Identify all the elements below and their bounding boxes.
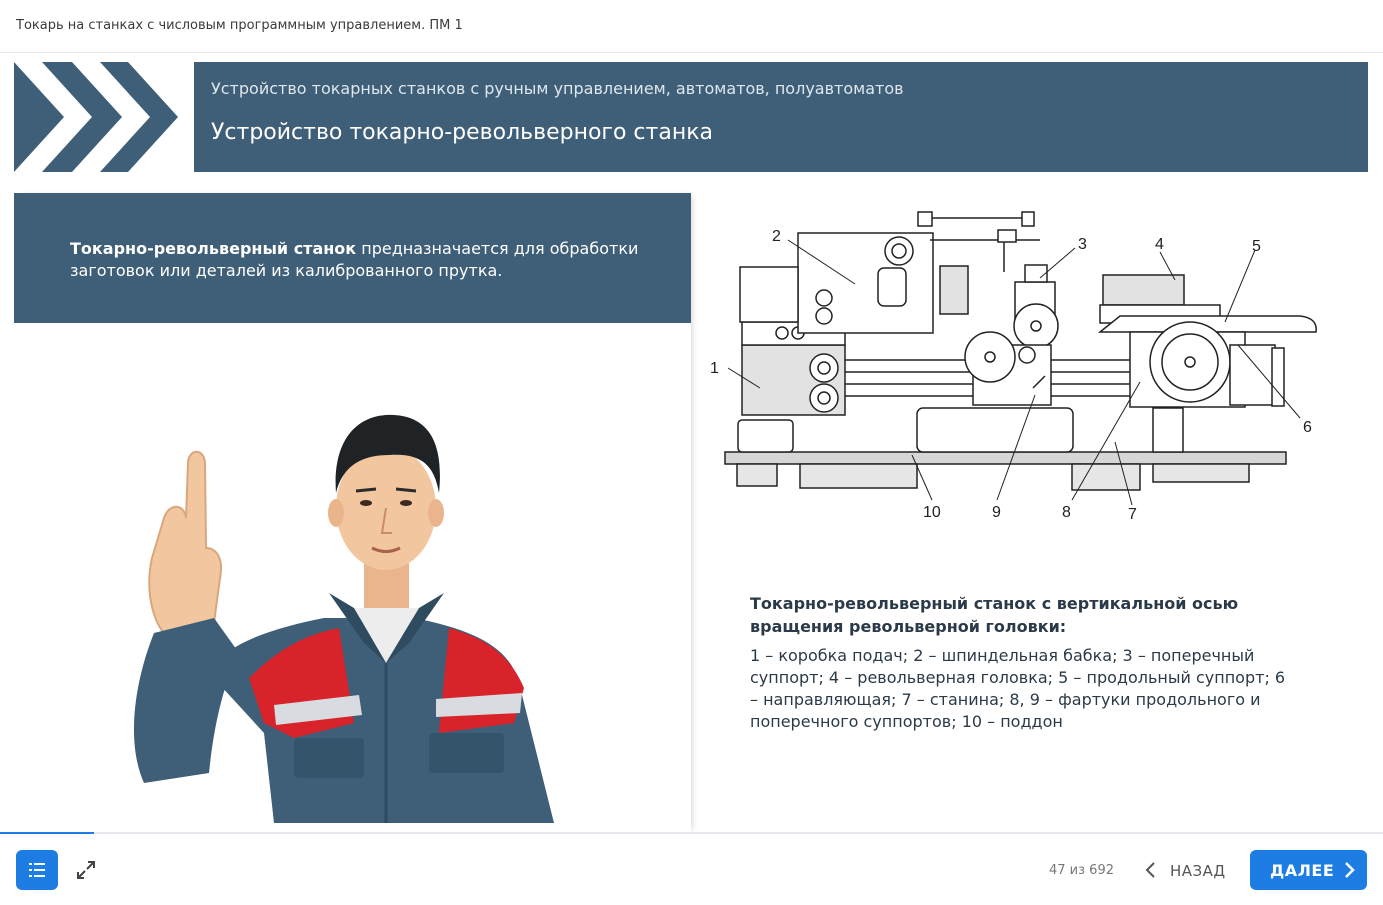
lathe-diagram (705, 205, 1325, 525)
intro-box (14, 193, 691, 323)
banner-title: Устройство токарно-револьверного станка (211, 120, 713, 145)
diagram-label: 9 (992, 504, 1001, 521)
chevron-right-icon (1342, 861, 1356, 879)
chevrons-decoration (14, 62, 194, 172)
bottom-bar (0, 834, 1383, 905)
diagram-label: 10 (923, 504, 941, 521)
back-label: НАЗАД (1170, 862, 1226, 880)
diagram-label: 2 (772, 228, 781, 245)
diagram-label: 3 (1078, 236, 1087, 253)
diagram-label: 8 (1062, 504, 1071, 521)
section-banner (14, 62, 1368, 172)
caption-title: Токарно-револьверный станок с вертикальной осью вращения револьверной головки: (750, 594, 1239, 636)
diagram-label: 5 (1252, 238, 1261, 255)
next-label: ДАЛЕЕ (1270, 861, 1335, 880)
menu-button[interactable] (16, 850, 58, 890)
next-button[interactable] (1250, 850, 1367, 890)
top-bar (0, 0, 1383, 53)
left-panel (14, 193, 691, 833)
chevron-left-icon (1144, 861, 1158, 879)
intro-bold: Токарно-револьверный станок (70, 239, 357, 258)
intro-rest: предназначается для обработки заготовок или деталей из калиброванного прутка. (70, 239, 639, 280)
caption-body: 1 – коробка подач; 2 – шпиндельная бабка; 3 – поперечный суппорт; 4 – револьверная головка; 5 – продольный суппорт; 6 – направляющая; 7 – станина; 8, 9 – фартуки продольного и поперечного суппортов; 10 – поддон (750, 646, 1286, 731)
diagram-label: 4 (1155, 236, 1164, 253)
list-icon (16, 850, 58, 890)
back-button[interactable] (1140, 854, 1230, 886)
course-title: Токарь на станках с числовым программным управлением. ПМ 1 (16, 18, 463, 33)
diagram-label: 1 (710, 360, 719, 377)
expand-button[interactable] (74, 858, 98, 882)
worker-illustration (114, 343, 574, 823)
diagram-label: 7 (1128, 506, 1137, 523)
diagram-label: 6 (1303, 419, 1312, 436)
intro-text (70, 238, 660, 282)
page-counter: 47 из 692 (1049, 863, 1114, 878)
banner-subtitle: Устройство токарных станков с ручным управлением, автоматов, полуавтоматов (211, 79, 904, 98)
expand-icon (74, 858, 98, 882)
